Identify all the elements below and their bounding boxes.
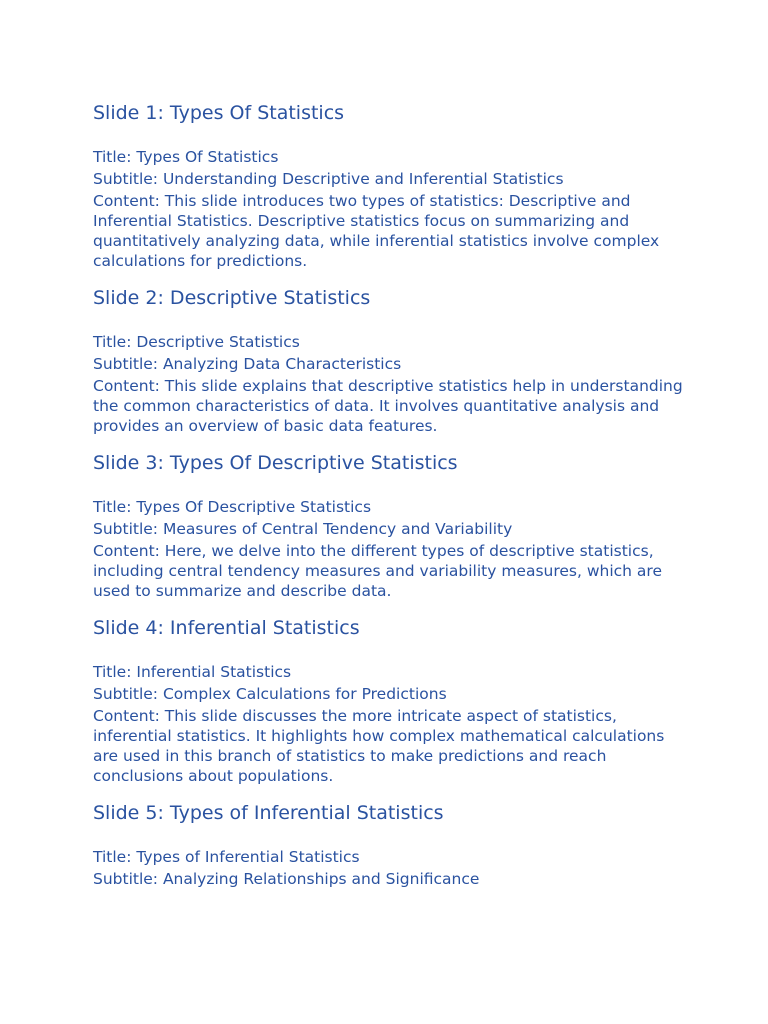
slide-5-section [93, 800, 693, 889]
slide-heading: Slide 5: Types of Inferential Statistics [93, 802, 444, 824]
slide-content: Content: Here, we delve into the different types of descriptive statistics, including central tendency measures and variability measures, which are used to summarize and describe data. [93, 542, 662, 600]
slide-1-section [93, 100, 693, 271]
slide-content: Content: This slide introduces two types of statistics: Descriptive and Inferential Statistics. Descriptive statistics focus on summarizing and quantitatively analyzing data, while inferential statistics involve complex calculations for predictions. [93, 192, 660, 270]
slide-content: Content: This slide explains that descriptive statistics help in understanding the common characteristics of data. It involves quantitative analysis and provides an overview of basic data features. [93, 377, 683, 435]
slide-heading: Slide 1: Types Of Statistics [93, 102, 345, 124]
slide-subtitle: Subtitle: Analyzing Relationships and Significance [93, 870, 480, 888]
slide-title: Title: Types Of Descriptive Statistics [93, 498, 372, 516]
slide-title: Title: Types of Inferential Statistics [93, 848, 360, 866]
slide-title: Title: Descriptive Statistics [93, 333, 300, 351]
slide-subtitle: Subtitle: Complex Calculations for Predictions [93, 685, 447, 703]
slide-subtitle: Subtitle: Analyzing Data Characteristics [93, 355, 402, 373]
slide-subtitle: Subtitle: Understanding Descriptive and Inferential Statistics [93, 170, 564, 188]
slide-content: Content: This slide discusses the more intricate aspect of statistics, inferential statistics. It highlights how complex mathematical calculations are used in this branch of statistics to make predictions and reach conclusions about populations. [93, 707, 665, 785]
slide-title: Title: Types Of Statistics [93, 148, 279, 166]
slide-subtitle: Subtitle: Measures of Central Tendency and Variability [93, 520, 513, 538]
slide-title: Title: Inferential Statistics [93, 663, 292, 681]
document-body [93, 100, 693, 891]
slide-4-section [93, 615, 693, 786]
slide-heading: Slide 3: Types Of Descriptive Statistics [93, 452, 458, 474]
slide-heading: Slide 2: Descriptive Statistics [93, 287, 371, 309]
slide-2-section [93, 285, 693, 436]
slide-3-section [93, 450, 693, 601]
slide-heading: Slide 4: Inferential Statistics [93, 617, 360, 639]
